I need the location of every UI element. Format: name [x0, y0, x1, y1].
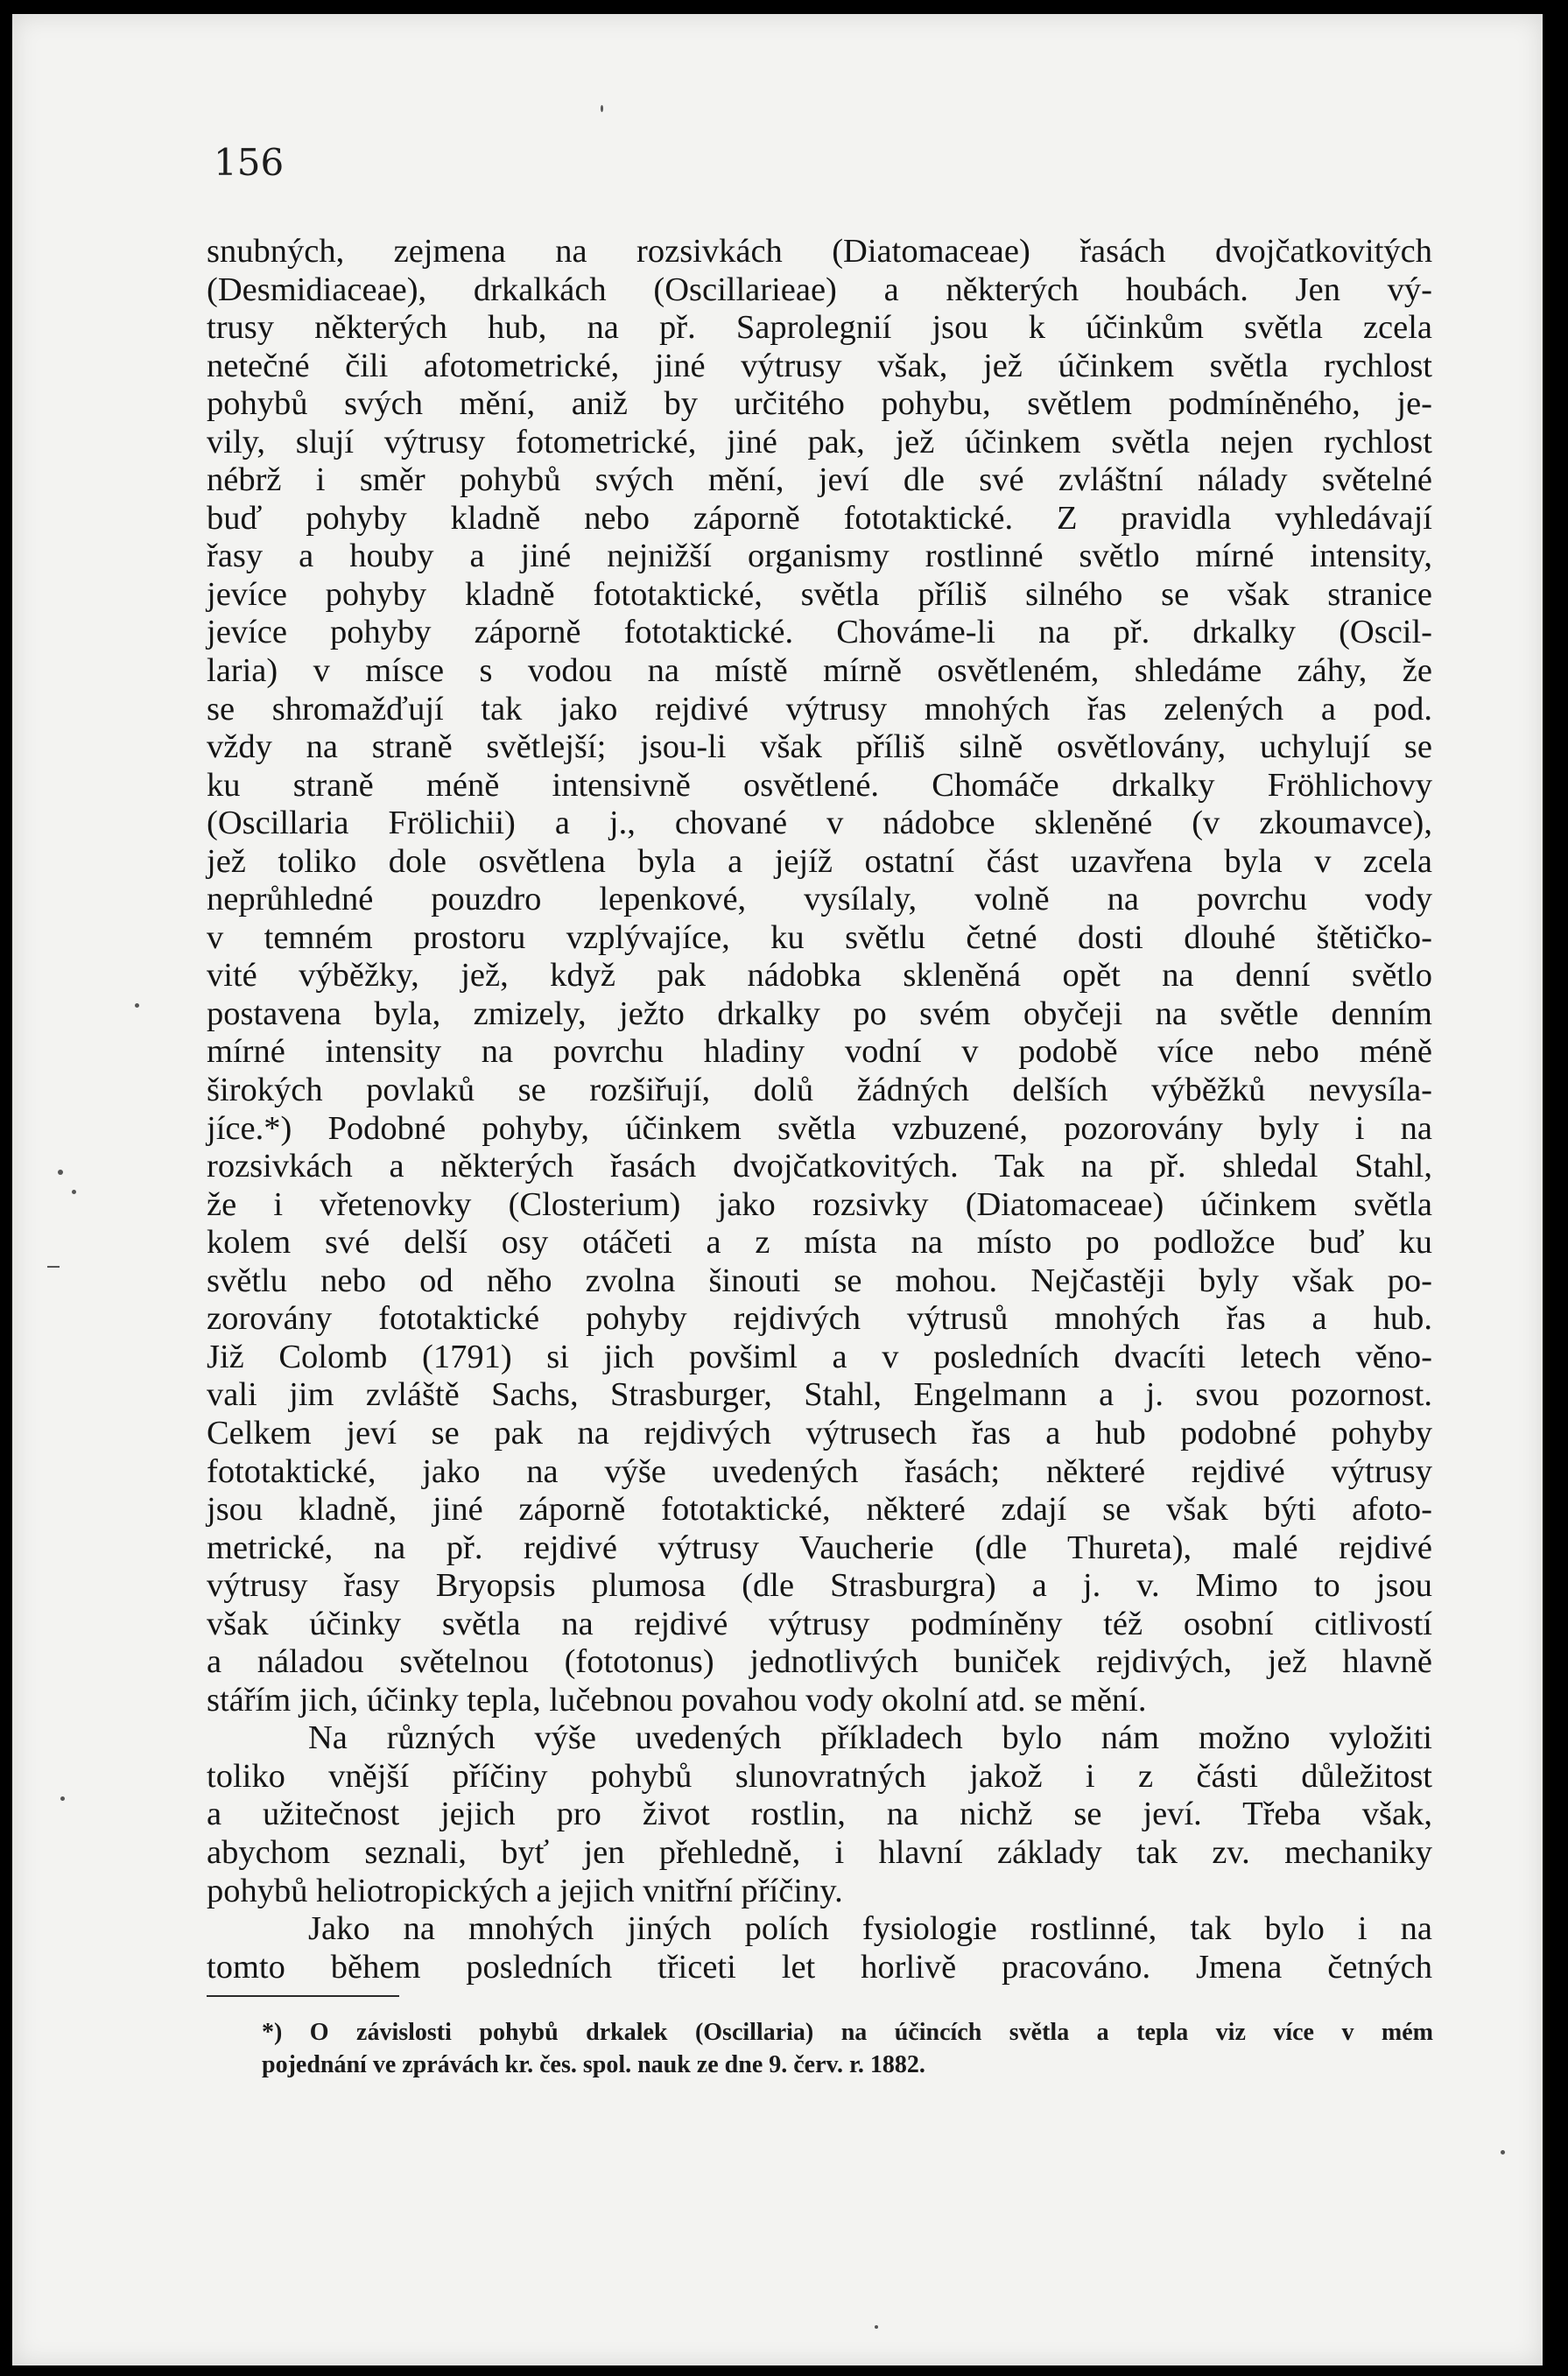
text-line: metrické, na př. rejdivé výtrusy Vaucherie (dle Thureta), malé rejdivé [207, 1529, 1432, 1566]
text-line: vždy na straně světlejší; jsou-li však příliš silně osvětlovány, uchylují se [207, 728, 1432, 766]
text-line: pohybů svých mění, aniž by určitého pohybu, světlem podmíněného, je- [207, 385, 1432, 423]
text-line: postavena byla, zmizely, ježto drkalky po svém obyčeji na světle denním [207, 995, 1432, 1032]
text-line: se shromažďují tak jako rejdivé výtrusy mnohých řas zelených a pod. [207, 690, 1432, 728]
text-line: stářím jich, účinky tepla, lučebnou povahou vody okolní atd. se mění. [207, 1681, 1147, 1719]
scan-speck [875, 2325, 878, 2329]
text-line: Již Colomb (1791) si jich povšiml a v posledních dvacíti letech věno- [207, 1338, 1432, 1375]
scan-speck [72, 1190, 76, 1194]
book-page [12, 14, 1543, 2365]
text-line: toliko vnější příčiny pohybů slunovratných jakož i z části důležitost [207, 1757, 1432, 1795]
page-number: 156 [214, 141, 285, 184]
text-line: Jako na mnohých jiných polích fysiologie rostlinné, tak bylo i na [308, 1910, 1432, 1948]
text-line: abychom seznali, byť jen přehledně, i hlavní základy tak zv. mechaniky [207, 1833, 1432, 1871]
scan-speck [60, 1796, 65, 1801]
text-line: ku straně méně intensivně osvětlené. Chomáče drkalky Fröhlichovy [207, 766, 1432, 804]
text-line: nébrž i směr pohybů svých mění, jeví dle své zvláštní nálady světelné [207, 461, 1432, 499]
text-line: buď pohyby kladně nebo záporně fototaktické. Z pravidla vyhledávají [207, 499, 1432, 537]
text-line: snubných, zejmena na rozsivkách (Diatomaceae) řasách dvojčatkovitých [207, 233, 1432, 270]
text-line: širokých povlaků se rozšiřují, dolů žádných delších výběžků nevysíla- [207, 1072, 1432, 1109]
text-line: v temném prostoru vzplývajíce, ku světlu četné dosti dlouhé štětičko- [207, 918, 1432, 956]
text-line: (Oscillaria Frölichii) a j., chované v nádobce skleněné (v zkoumavce), [207, 805, 1432, 842]
text-line: neprůhledné pouzdro lepenkové, vysílaly, volně na povrchu vody [207, 881, 1432, 918]
text-line: Celkem jeví se pak na rejdivých výtrusech řas a hub podobné pohyby [207, 1414, 1432, 1452]
scan-speck [135, 1003, 139, 1008]
scan-speck [58, 1170, 63, 1175]
text-line: mírné intensity na povrchu hladiny vodní v podobě více nebo méně [207, 1033, 1432, 1071]
text-line: jíce.*) Podobné pohyby, účinkem světla vzbuzené, pozorovány byly i na [207, 1109, 1432, 1147]
text-line: jsou kladně, jiné záporně fototaktické, některé zdají se však býti afoto- [207, 1491, 1432, 1529]
text-line: laria) v mísce s vodou na místě mírně osvětleném, shledáme záhy, že [207, 652, 1432, 690]
footnote-line: *) O závislosti pohybů drkalek (Oscillaria) na účincích světla a tepla viz více v mém [262, 2019, 1433, 2046]
text-line: vité výběžky, jež, když pak nádobka skleněná opět na denní světlo [207, 957, 1432, 995]
text-line: pohybů heliotropických a jejich vnitřní příčiny. [207, 1872, 843, 1909]
text-line: jevíce pohyby záporně fototaktické. Chováme-li na př. drkalky (Oscil- [207, 614, 1432, 651]
text-line: však účinky světla na rejdivé výtrusy podmíněny též osobní citlivostí [207, 1605, 1432, 1642]
text-line: trusy některých hub, na př. Saprolegnií jsou k účinkům světla zcela [207, 309, 1432, 347]
text-line: jež toliko dole osvětlena byla a jejíž ostatní část uzavřena byla v zcela [207, 842, 1432, 880]
text-line: Na různých výše uvedených příkladech bylo nám možno vyložiti [308, 1719, 1432, 1757]
text-line: jevíce pohyby kladně fototaktické, světla příliš silného se však stranice [207, 575, 1432, 613]
text-line: (Desmidiaceae), drkalkách (Oscillarieae) a některých houbách. Jen vý- [207, 271, 1432, 308]
text-line: vali jim zvláště Sachs, Strasburger, Stahl, Engelmann a j. svou pozornost. [207, 1376, 1432, 1414]
body-text [207, 233, 1432, 1986]
text-line: vily, slují výtrusy fotometrické, jiné pak, jež účinkem světla nejen rychlost [207, 423, 1432, 460]
text-line: světlu nebo od něho zvolna šinouti se mohou. Nejčastěji byly však po- [207, 1262, 1432, 1299]
scan-speck [601, 105, 603, 112]
text-line: rozsivkách a některých řasách dvojčatkovitých. Tak na př. shledal Stahl, [207, 1148, 1432, 1185]
text-line: tomto během posledních třiceti let horlivě pracováno. Jmena četných [207, 1948, 1432, 1986]
text-line: zorovány fototaktické pohyby rejdivých výtrusů mnohých řas a hub. [207, 1300, 1432, 1338]
text-line: kolem své delší osy otáčeti a z místa na místo po podložce buď ku [207, 1224, 1432, 1262]
text-line: netečné čili afotometrické, jiné výtrusy však, jež účinkem světla rychlost [207, 347, 1432, 384]
scan-speck [1501, 2150, 1505, 2155]
text-line: že i vřetenovky (Closterium) jako rozsivky (Diatomaceae) účinkem světla [207, 1185, 1432, 1223]
text-line: řasy a houby a jiné nejnižší organismy rostlinné světlo mírné intensity, [207, 538, 1432, 575]
text-line: fototaktické, jako na výše uvedených řasách; některé rejdivé výtrusy [207, 1452, 1432, 1490]
footnote-line: pojednání ve zprávách kr. čes. spol. nauk ze dne 9. červ. r. 1882. [262, 2051, 925, 2078]
footnote-divider [207, 1995, 399, 1997]
text-line: výtrusy řasy Bryopsis plumosa (dle Strasburgra) a j. v. Mimo to jsou [207, 1567, 1432, 1605]
text-line: a užitečnost jejich pro život rostlin, na nichž se jeví. Třeba však, [207, 1796, 1432, 1833]
scan-speck [47, 1266, 60, 1268]
text-line: a náladou světelnou (fototonus) jednotlivých buniček rejdivých, jež hlavně [207, 1643, 1432, 1681]
footnote [262, 2016, 1433, 2081]
